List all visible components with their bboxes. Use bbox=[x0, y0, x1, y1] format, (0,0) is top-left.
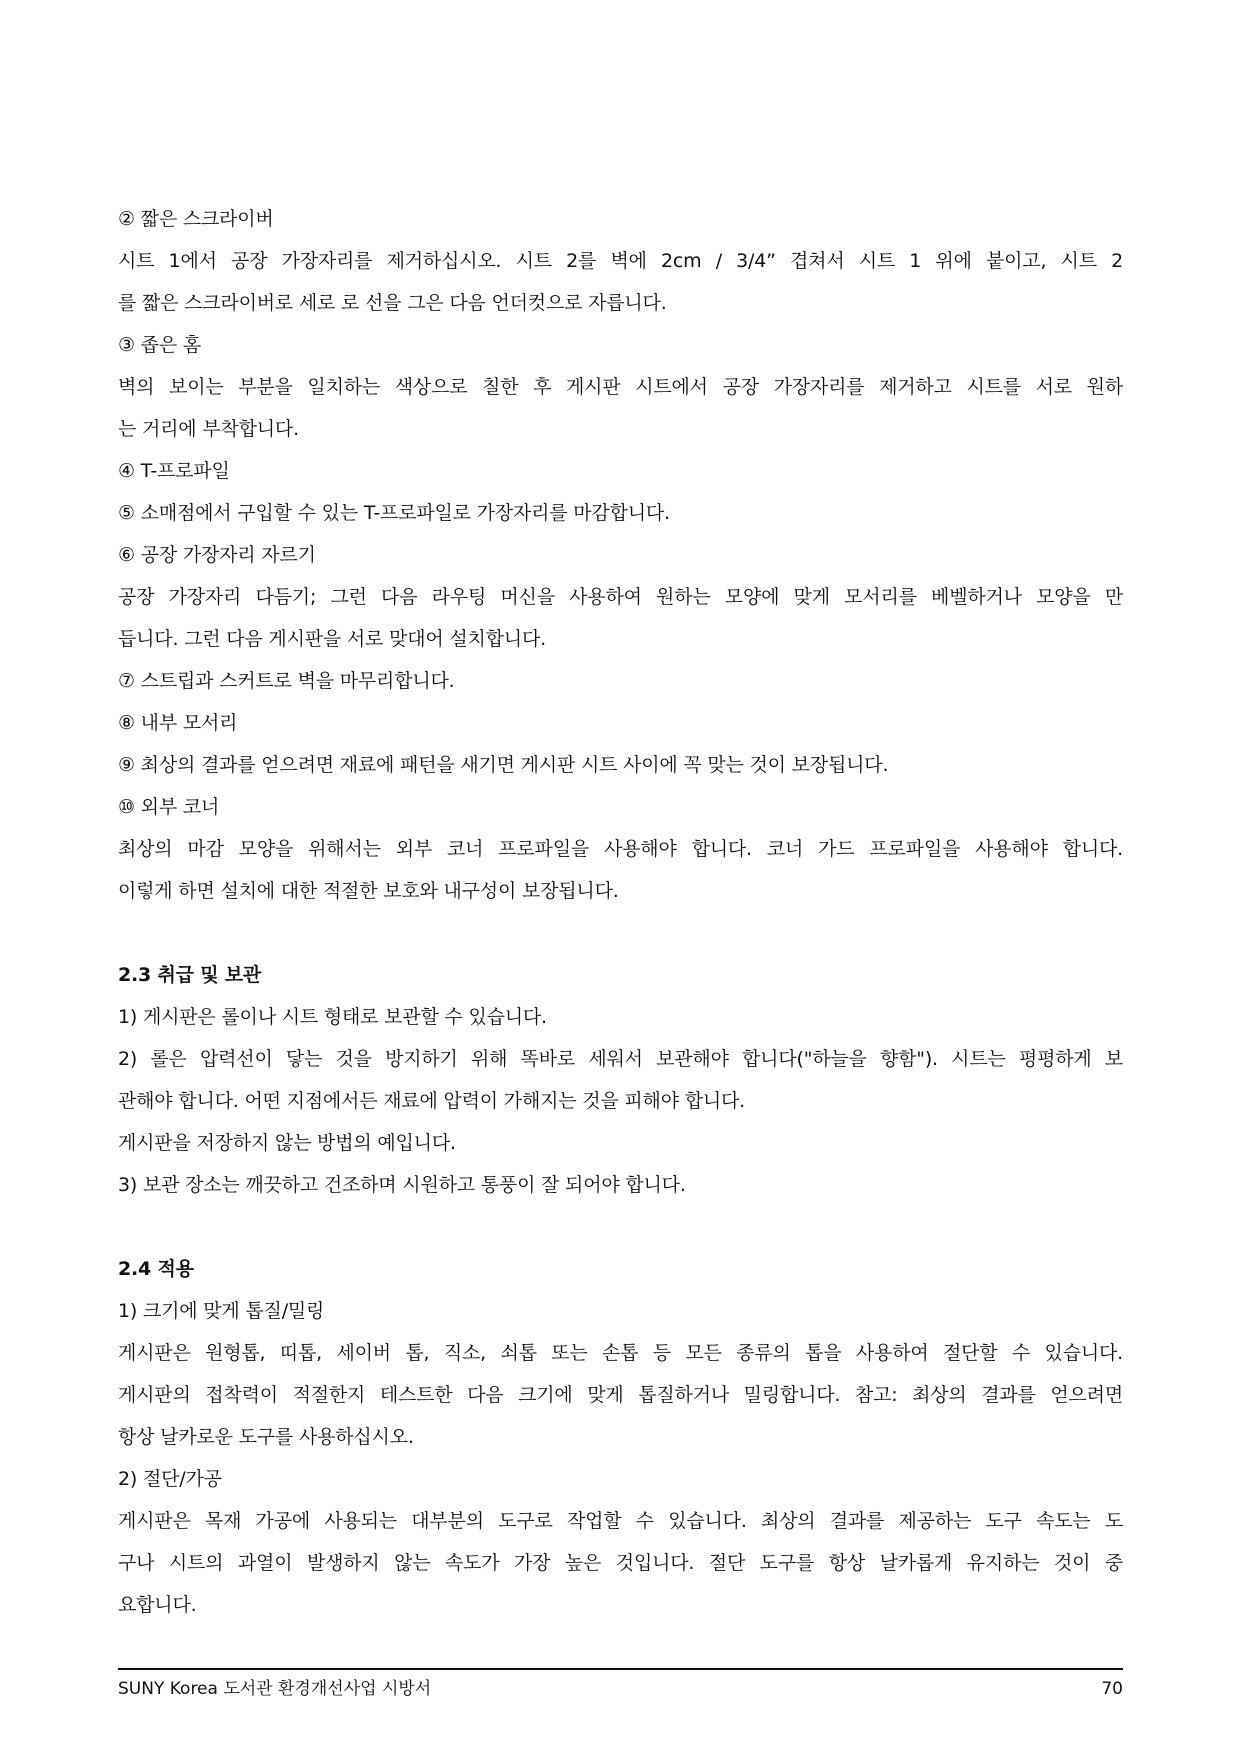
section-heading: 2.4 적용 bbox=[118, 1258, 194, 1280]
body-text-line: 구나 시트의 과열이 발생하지 않는 속도가 가장 높은 것입니다. 절단 도구를 항상 날카롭게 유지하는 것이 중 bbox=[118, 1552, 1123, 1574]
list-item-line: ④ T-프로파일 bbox=[118, 460, 230, 482]
body-text-line: 요합니다. bbox=[118, 1594, 197, 1616]
list-item-line: ⑥ 공장 가장자리 자르기 bbox=[118, 544, 316, 566]
list-item-line: 3) 보관 장소는 깨끗하고 건조하며 시원하고 통풍이 잘 되어야 합니다. bbox=[118, 1174, 686, 1196]
list-item-line: ③ 좁은 홈 bbox=[118, 334, 201, 356]
body-text-line: 를 짧은 스크라이버로 세로 로 선을 그은 다음 언더컷으로 자릅니다. bbox=[118, 292, 667, 314]
list-item-line: 1) 게시판은 롤이나 시트 형태로 보관할 수 있습니다. bbox=[118, 1006, 547, 1028]
body-text-line: 는 거리에 부착합니다. bbox=[118, 418, 299, 440]
body-text-line: 관해야 합니다. 어떤 지점에서든 재료에 압력이 가해지는 것을 피해야 합니다. bbox=[118, 1090, 746, 1112]
paragraph-spacer bbox=[118, 1206, 1123, 1248]
list-item-line: ⑧ 내부 모서리 bbox=[118, 712, 238, 734]
footer-document-title: SUNY Korea 도서관 환경개선사업 시방서 bbox=[118, 1679, 432, 1699]
body-text-line: 게시판은 원형톱, 띠톱, 세이버 톱, 직소, 쇠톱 또는 손톱 등 모든 종류의 톱을 사용하여 절단할 수 있습니다. bbox=[118, 1342, 1123, 1364]
body-text-line: 시트 1에서 공장 가장자리를 제거하십시오. 시트 2를 벽에 2cm / 3/4” 겹쳐서 시트 1 위에 붙이고, 시트 2 bbox=[118, 250, 1123, 272]
list-item-line: ⑤ 소매점에서 구입할 수 있는 T-프로파일로 가장자리를 마감합니다. bbox=[118, 502, 670, 524]
list-item-line: ⑩ 외부 코너 bbox=[118, 796, 220, 818]
body-text-line: 듭니다. 그런 다음 게시판을 서로 맞대어 설치합니다. bbox=[118, 628, 546, 650]
body-text-line: 이렇게 하면 설치에 대한 적절한 보호와 내구성이 보장됩니다. bbox=[118, 880, 619, 902]
list-item-line: ② 짧은 스크라이버 bbox=[118, 208, 274, 230]
body-text-line: 게시판을 저장하지 않는 방법의 예입니다. bbox=[118, 1132, 456, 1154]
body-text-line: 게시판의 접착력이 적절한지 테스트한 다음 크기에 맞게 톱질하거나 밀링합니다. 참고: 최상의 결과를 얻으려면 bbox=[118, 1384, 1123, 1406]
paragraph-spacer bbox=[118, 912, 1123, 954]
page-number: 70 bbox=[1101, 1679, 1123, 1699]
list-item-line: 2) 절단/가공 bbox=[118, 1468, 222, 1490]
body-text-line: 2) 롤은 압력선이 닿는 것을 방지하기 위해 똑바로 세워서 보관해야 합니다("하늘을 향함"). 시트는 평평하게 보 bbox=[118, 1048, 1123, 1070]
list-item-line: ⑦ 스트립과 스커트로 벽을 마무리합니다. bbox=[118, 670, 455, 692]
body-text-line: 공장 가장자리 다듬기; 그런 다음 라우팅 머신을 사용하여 원하는 모양에 맞게 모서리를 베벨하거나 모양을 만 bbox=[118, 586, 1123, 608]
footer-divider bbox=[118, 1668, 1123, 1670]
list-item-line: ⑨ 최상의 결과를 얻으려면 재료에 패턴을 새기면 게시판 시트 사이에 꼭 맞는 것이 보장됩니다. bbox=[118, 754, 889, 776]
document-body bbox=[118, 198, 1123, 1626]
body-text-line: 최상의 마감 모양을 위해서는 외부 코너 프로파일을 사용해야 합니다. 코너 가드 프로파일을 사용해야 합니다. bbox=[118, 838, 1123, 860]
section-heading: 2.3 취급 및 보관 bbox=[118, 964, 262, 986]
body-text-line: 게시판은 목재 가공에 사용되는 대부분의 도구로 작업할 수 있습니다. 최상의 결과를 제공하는 도구 속도는 도 bbox=[118, 1510, 1123, 1532]
list-item-line: 1) 크기에 맞게 톱질/밀링 bbox=[118, 1300, 325, 1322]
body-text-line: 벽의 보이는 부분을 일치하는 색상으로 칠한 후 게시판 시트에서 공장 가장자리를 제거하고 시트를 서로 원하 bbox=[118, 376, 1123, 398]
body-text-line: 항상 날카로운 도구를 사용하십시오. bbox=[118, 1426, 414, 1448]
